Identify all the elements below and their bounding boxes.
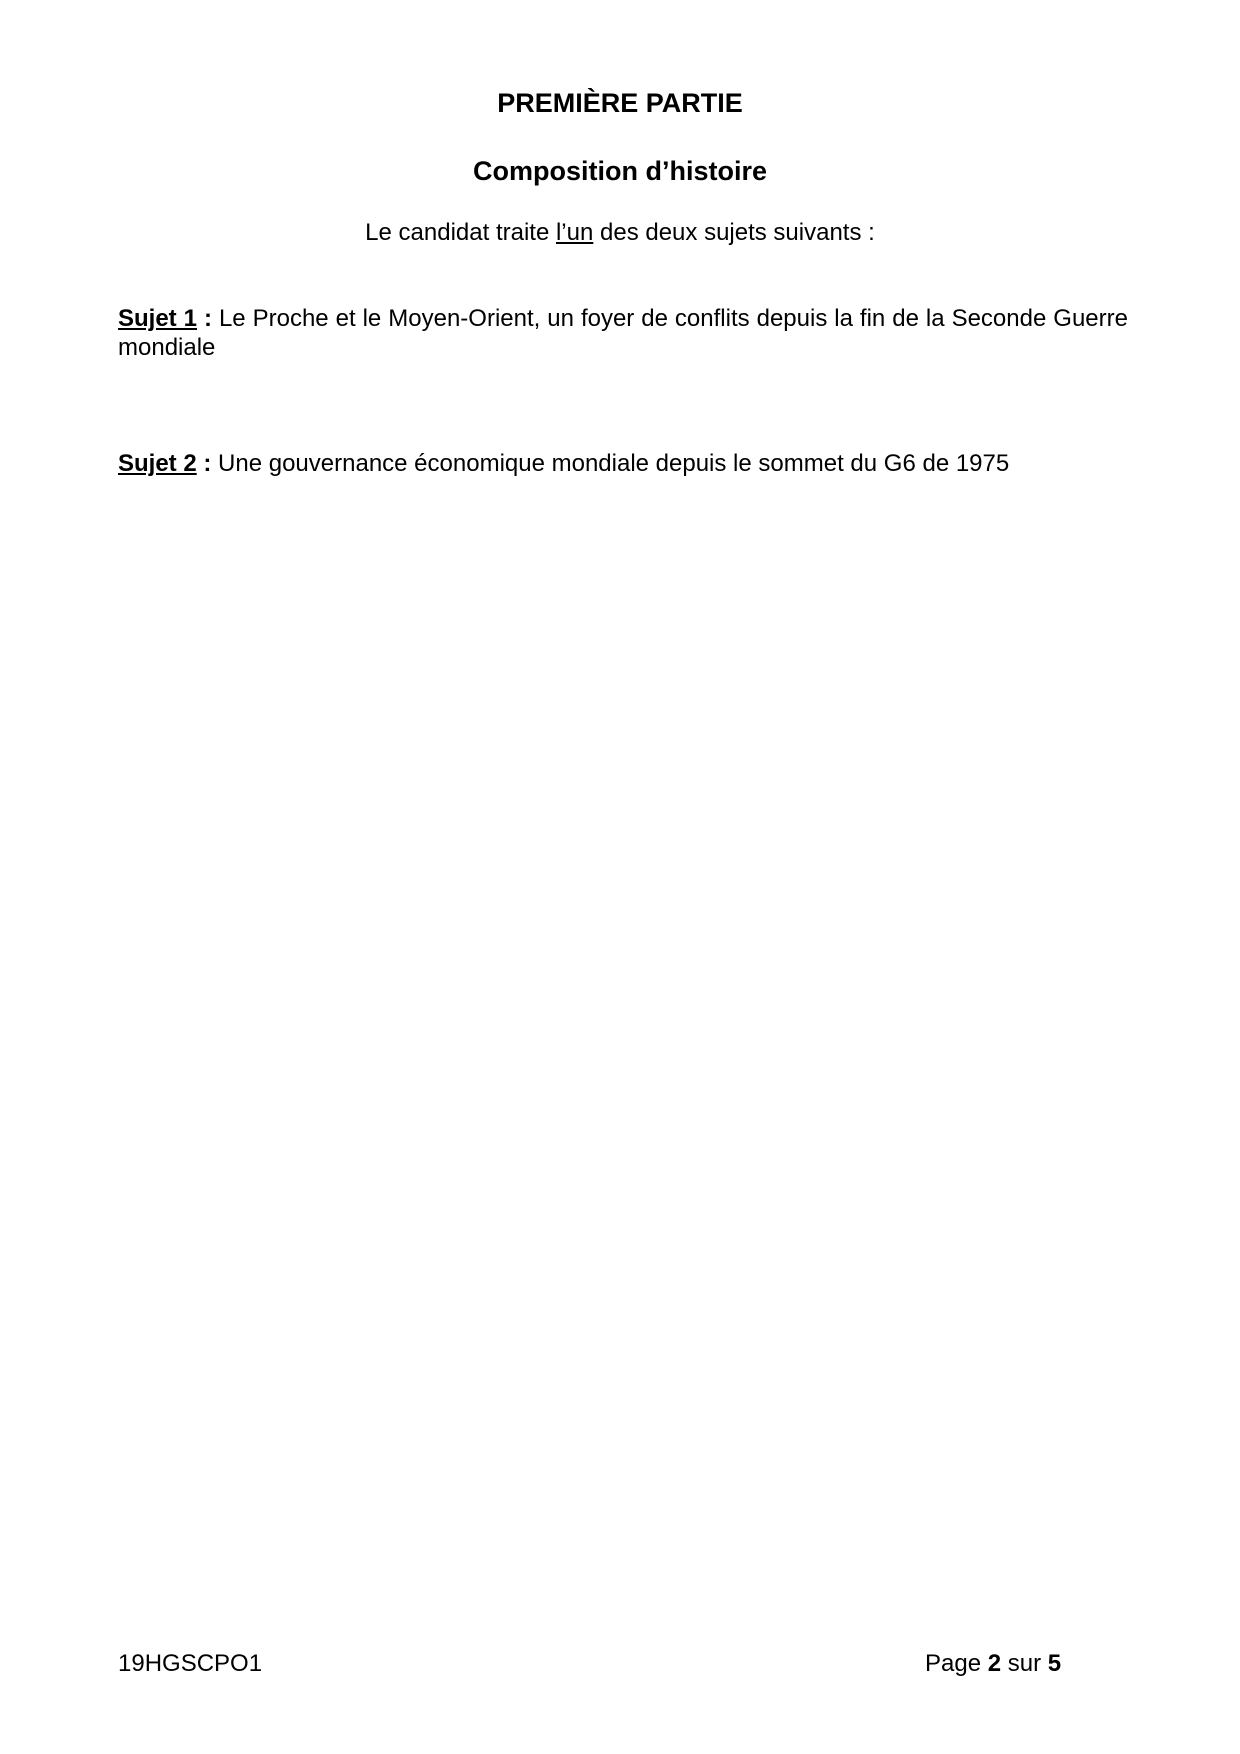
instruction-after: des deux sujets suivants :: [593, 219, 875, 246]
page-prefix: Page: [925, 1650, 988, 1677]
page-current: 2: [987, 1650, 1002, 1677]
subject-2-label-text: Sujet 2: [118, 450, 197, 477]
subject-2-label: [118, 450, 211, 477]
subject-2: [118, 449, 1128, 478]
subject-1-label-text: Sujet 1: [118, 305, 197, 332]
page-middle: sur: [1001, 1650, 1048, 1677]
page-total: 5: [1047, 1650, 1062, 1677]
instruction-before: Le candidat traite: [365, 219, 556, 246]
subject-2-text: Une gouvernance économique mondiale depuis le sommet du G6 de 1975: [211, 450, 1010, 477]
subject-2-separator: :: [196, 450, 212, 477]
subject-1: [118, 304, 1128, 362]
section-title: Composition d’histoire: [473, 156, 767, 186]
instruction-text: [0, 219, 1240, 247]
subject-1-label: [118, 305, 212, 332]
footer-exam-code: 19HGSCPO1: [118, 1650, 263, 1677]
subject-1-text: Le Proche et le Moyen-Orient, un foyer de conflits depuis la fin de la Seconde Guerre mondiale: [118, 305, 1128, 361]
instruction-underlined: l’un: [555, 219, 594, 246]
footer-page-number: [925, 1650, 1061, 1678]
subject-1-separator: :: [197, 305, 212, 332]
part-title: PREMIÈRE PARTIE: [497, 88, 743, 118]
